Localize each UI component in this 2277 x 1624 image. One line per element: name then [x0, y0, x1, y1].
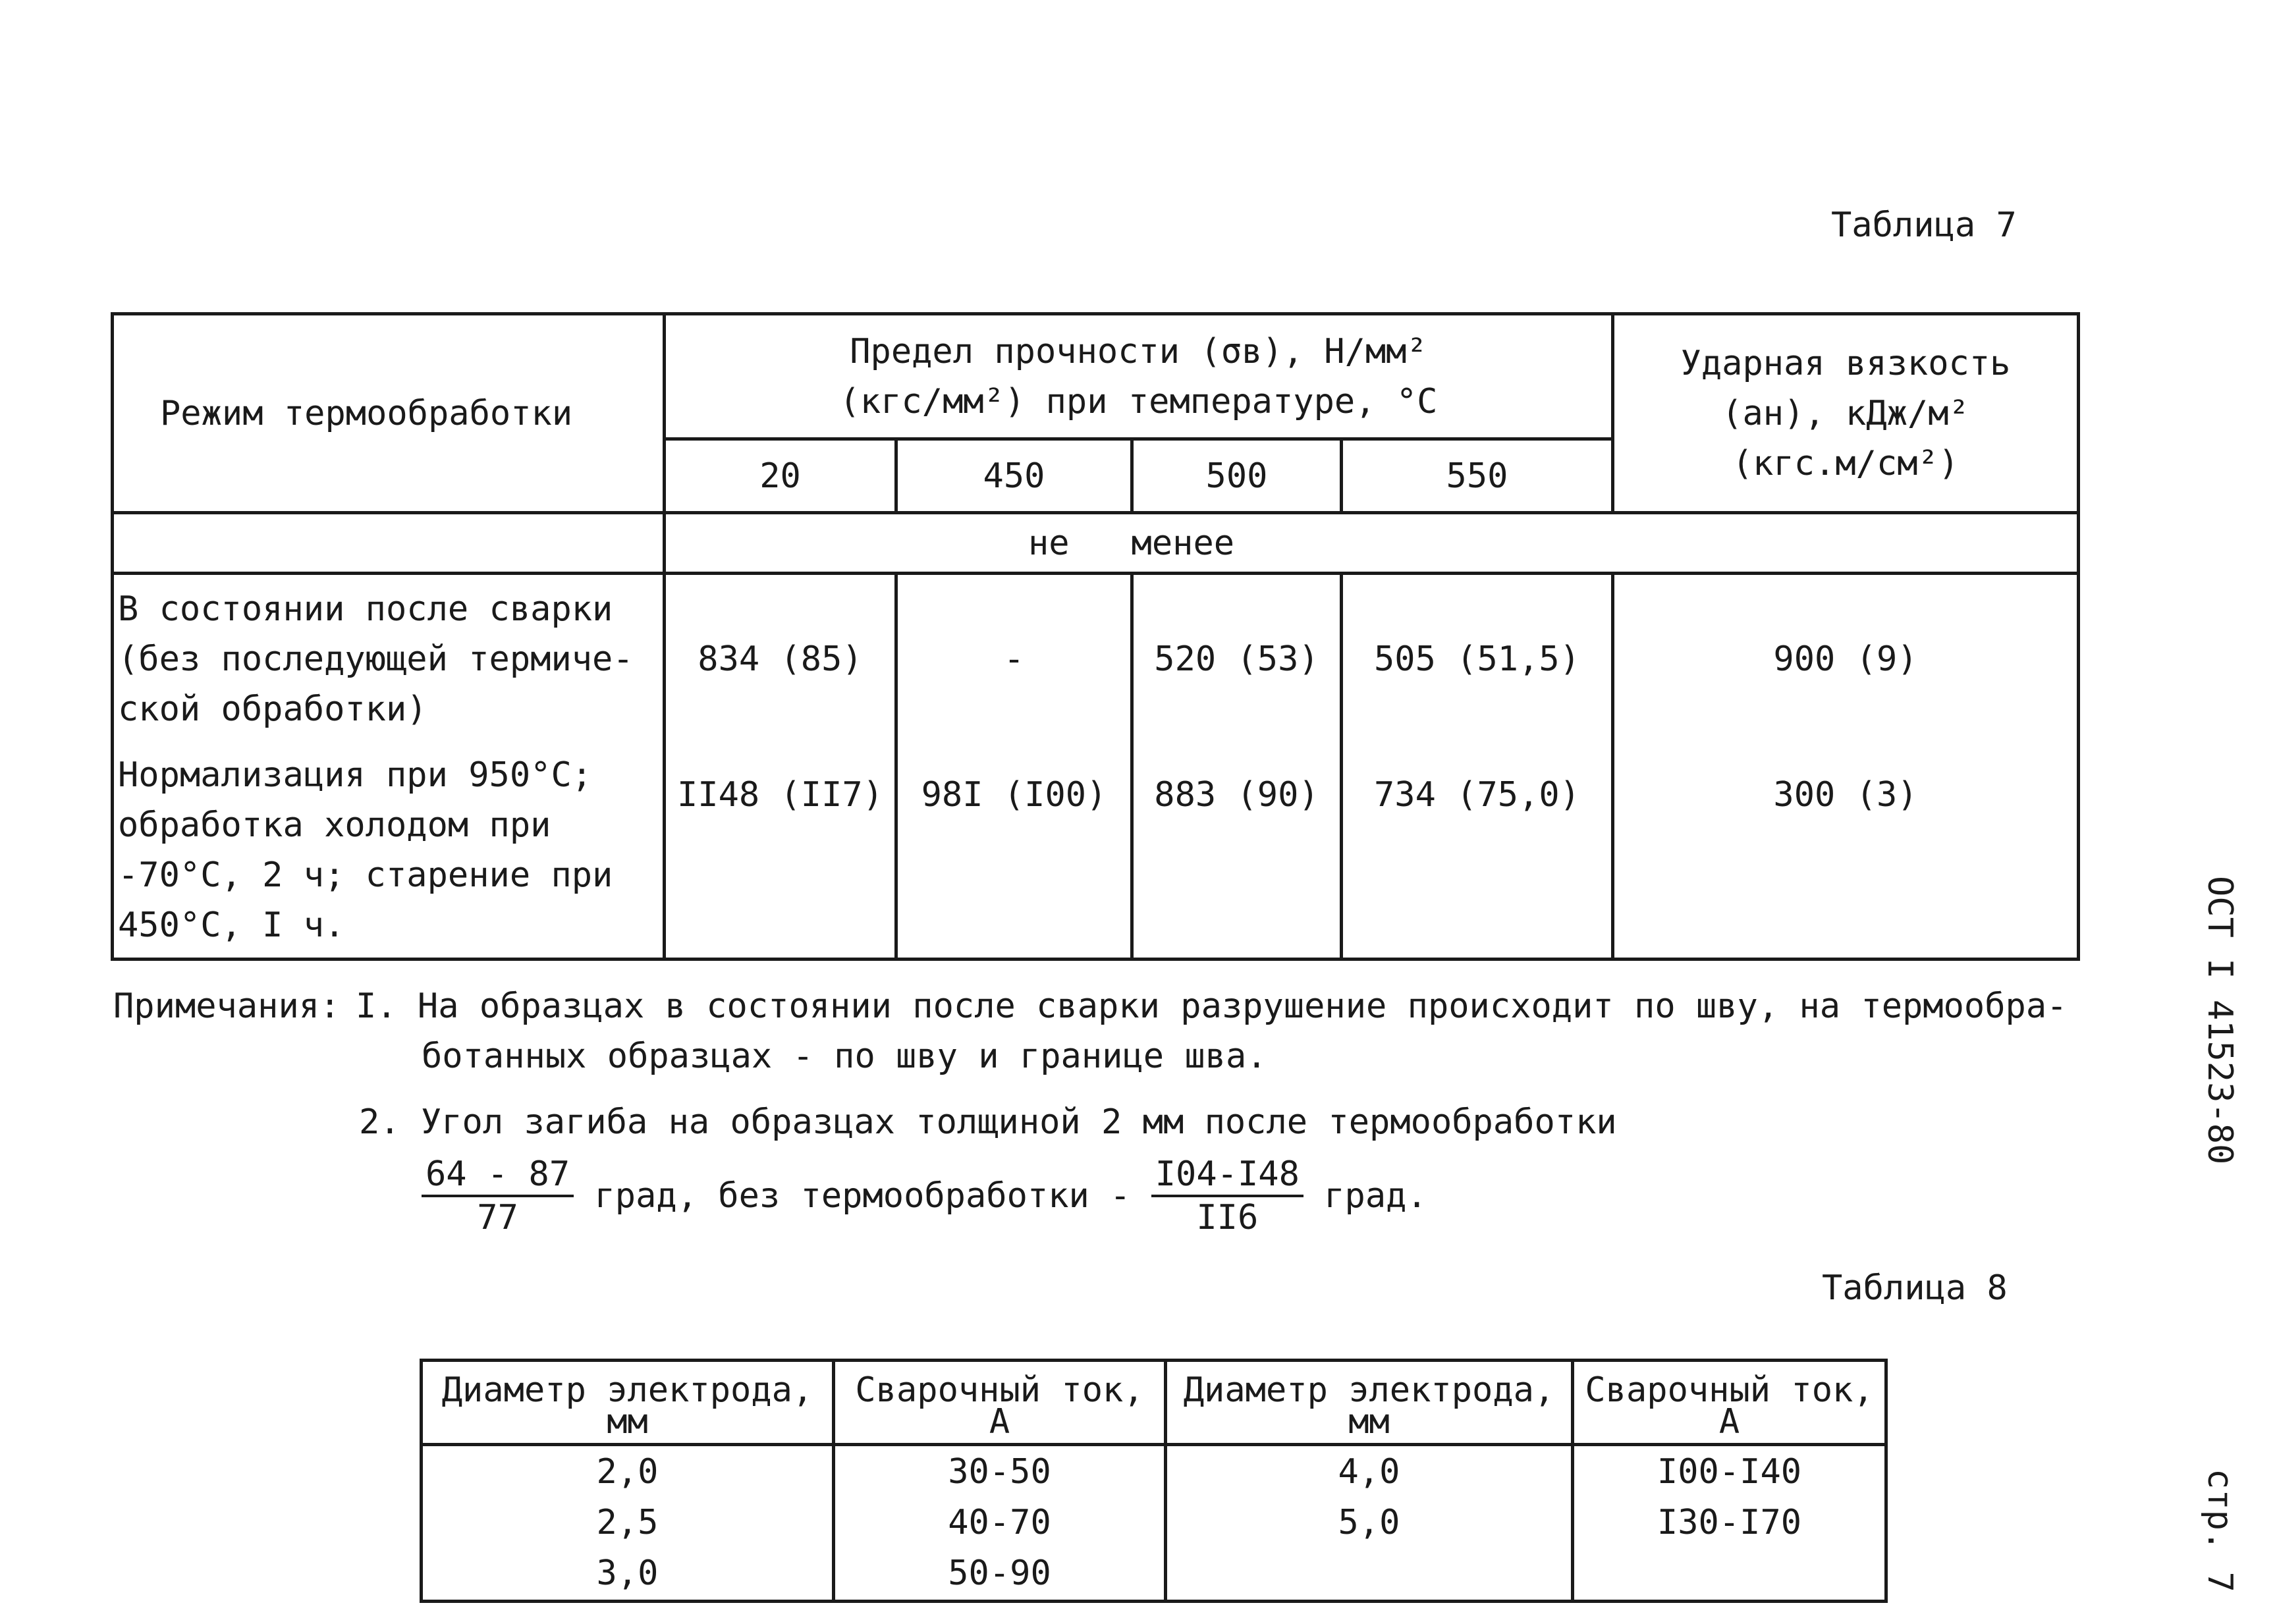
header-impact-line3: (кгс.м/см²): [1732, 443, 1960, 483]
t8-header-current-2-line1: Сварочный ток,: [1585, 1370, 1874, 1410]
note1-line2: ботанных образцах - по шву и границе шва.: [422, 1037, 1267, 1076]
t8-header-current-2-unit: А: [1718, 1401, 1740, 1442]
min-note: не менее: [665, 513, 2079, 574]
row1-mode-line: ской обработки): [118, 689, 427, 729]
note2-mid-text: град, без термообработки -: [574, 1176, 1151, 1216]
fraction-bend-without-den: II6: [1196, 1198, 1259, 1237]
row1-value-20: 834 (85): [665, 574, 896, 744]
row1-impact: 900 (9): [1613, 574, 2079, 744]
row1-value-550: 505 (51,5): [1342, 574, 1613, 744]
header-temp-450: 450: [896, 439, 1132, 513]
table8-caption: Таблица 8: [1822, 1268, 2008, 1308]
table8: [420, 1359, 1888, 1603]
header-impact-line2: (aн), кДж/м²: [1722, 393, 1969, 433]
row1-mode-line: В состоянии после сварки: [118, 589, 613, 629]
t8-cell: [1166, 1548, 1573, 1602]
row2-value-550: 734 (75,0): [1342, 744, 1613, 960]
row1-value-450: -: [896, 574, 1132, 744]
header-temp-500: 500: [1132, 439, 1342, 513]
row2-mode-line: обработка холодом при: [118, 805, 551, 846]
t8-cell: 2,5: [422, 1498, 834, 1548]
t8-header-diameter: [422, 1361, 834, 1445]
t8-cell: I00-I40: [1573, 1445, 1886, 1498]
header-impact: [1613, 314, 2079, 513]
header-mode-label: Режим термообработки: [160, 393, 573, 433]
fraction-bend-after-den: 77: [477, 1198, 518, 1237]
t8-cell: 3,0: [422, 1548, 834, 1602]
doc-code: ОСТ I 41523-80: [2200, 876, 2239, 1165]
row2-mode-line: 450°С, I ч.: [118, 906, 345, 946]
t8-header-current-unit: А: [989, 1401, 1010, 1442]
header-temp-20: 20: [665, 439, 896, 513]
table7-caption: Таблица 7: [1831, 205, 2017, 245]
t8-header-diameter-2: [1166, 1361, 1573, 1445]
t8-cell: 4,0: [1166, 1445, 1573, 1498]
row2-value-20: II48 (II7): [665, 744, 896, 960]
note2-end-text: град.: [1303, 1176, 1427, 1216]
t8-cell: 40-70: [834, 1498, 1166, 1548]
fraction-bend-after-num: 64 - 87: [422, 1154, 574, 1197]
header-strength-line1: Предел прочности (σв), Н/мм²: [850, 331, 1427, 371]
t8-cell: I30-I70: [1573, 1498, 1886, 1548]
t8-header-current-line1: Сварочный ток,: [855, 1370, 1144, 1410]
row2-mode: [113, 744, 665, 960]
fraction-bend-after: [422, 1154, 574, 1238]
t8-cell: 50-90: [834, 1548, 1166, 1602]
t8-cell: 2,0: [422, 1445, 834, 1498]
min-note-blank: [113, 513, 665, 574]
row1-mode-line: (без последующей термиче-: [118, 639, 634, 679]
row2-value-500: 883 (90): [1132, 744, 1342, 960]
header-temp-550: 550: [1342, 439, 1613, 513]
t8-cell: [1573, 1548, 1886, 1602]
note2-formula: [422, 1154, 1427, 1238]
t8-header-diameter-line1: Диаметр электрода,: [441, 1370, 813, 1410]
fraction-bend-without: [1151, 1154, 1303, 1238]
row1-value-500: 520 (53): [1132, 574, 1342, 744]
t8-header-current: [834, 1361, 1166, 1445]
note2-line1: 2. Угол загиба на образцах толщиной 2 мм после термообработки: [359, 1102, 1617, 1142]
row2-mode-line: Нормализация при 950°С;: [118, 755, 593, 796]
t8-cell: 5,0: [1166, 1498, 1573, 1548]
row1-mode: [113, 574, 665, 744]
note1-line1: I. На образцах в состоянии после сварки разрушение происходит по шву, на термообра-: [356, 987, 2068, 1026]
t8-cell: 30-50: [834, 1445, 1166, 1498]
row2-impact: 300 (3): [1613, 744, 2079, 960]
header-impact-line1: Ударная вязкость: [1680, 343, 2011, 383]
t8-header-diameter-unit: мм: [607, 1401, 648, 1442]
header-strength-line2: (кгс/мм²) при температуре, °С: [839, 381, 1438, 421]
table7: [111, 312, 2080, 961]
t8-header-diameter-2-unit: мм: [1348, 1401, 1390, 1442]
fraction-bend-without-num: I04-I48: [1151, 1154, 1303, 1197]
header-mode: [113, 314, 665, 513]
header-strength: [665, 314, 1613, 439]
row2-value-450: 98I (I00): [896, 744, 1132, 960]
t8-header-current-2: [1573, 1361, 1886, 1445]
notes-label: Примечания:: [113, 987, 341, 1026]
t8-header-diameter-2-line1: Диаметр электрода,: [1183, 1370, 1555, 1410]
page-number: стр. 7: [2200, 1469, 2239, 1592]
row2-mode-line: -70°С, 2 ч; старение при: [118, 855, 613, 896]
